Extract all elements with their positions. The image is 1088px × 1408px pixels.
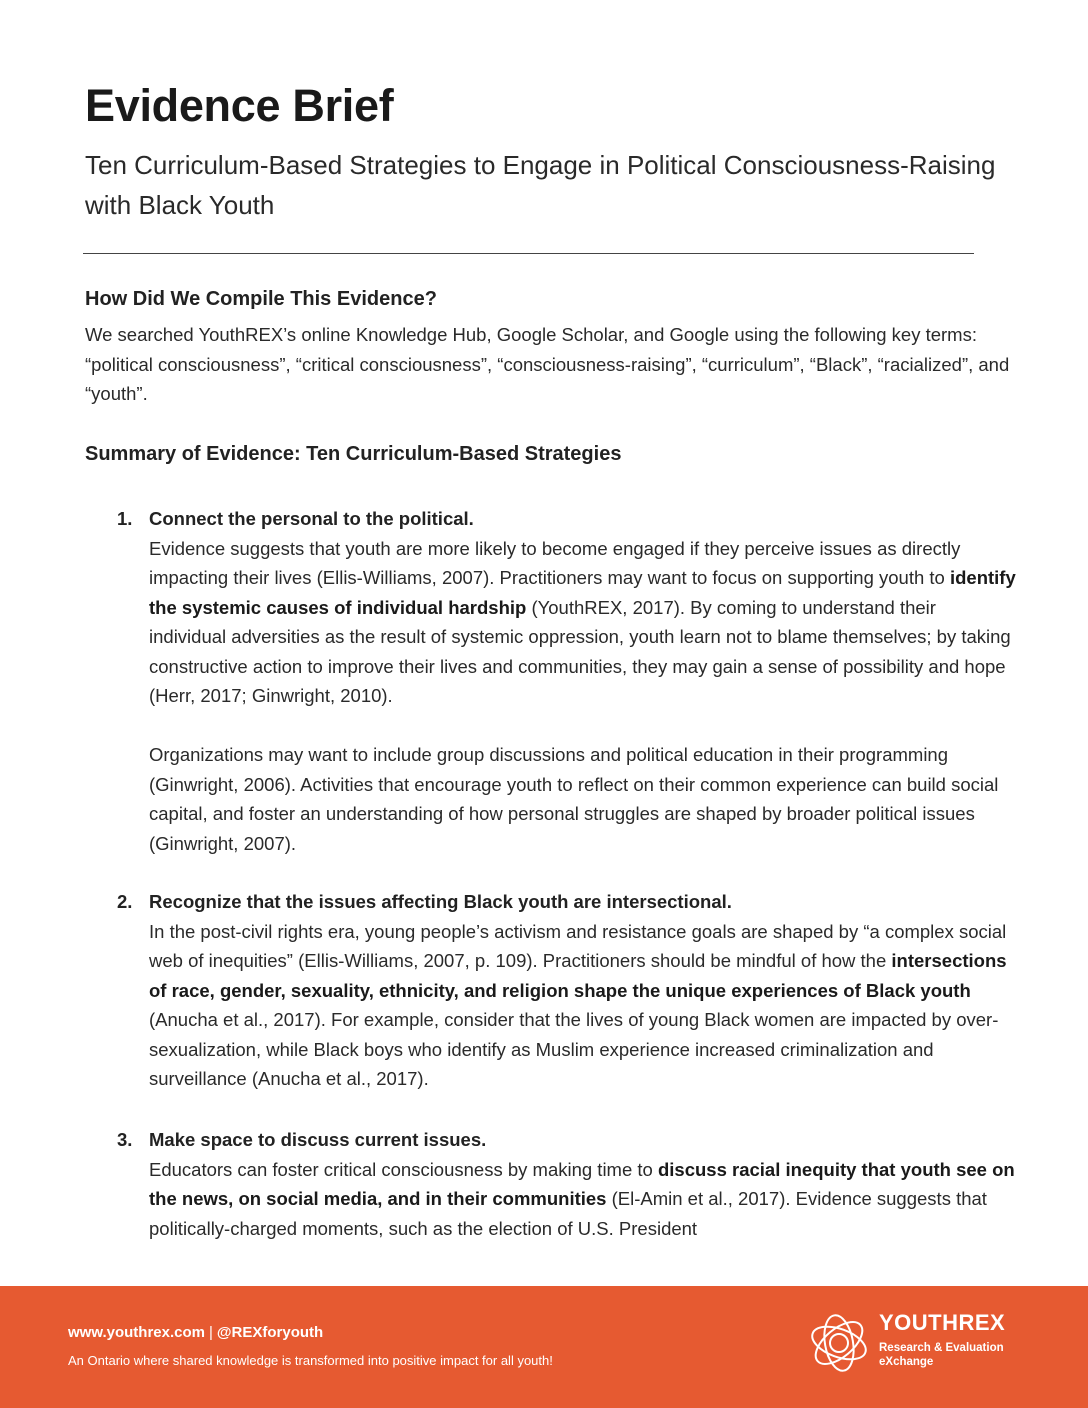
page-title: Evidence Brief	[85, 80, 394, 131]
footer-banner	[0, 1286, 1088, 1408]
emphasis-text: discuss racial inequity that youth see on the news, on social media, and in their communities	[149, 1158, 1015, 1209]
page-subtitle: Ten Curriculum-Based Strategies to Engage in Political Consciousness-Raising with Black Youth	[85, 150, 996, 220]
item-body	[149, 887, 1017, 1094]
footer-tagline: An Ontario where shared knowledge is transformed into positive impact for all youth!	[68, 1353, 553, 1368]
item-number: 1.	[117, 508, 133, 529]
item-paragraph	[149, 534, 1017, 711]
emphasis-text: identify the systemic causes of individual hardship	[149, 567, 1016, 618]
item-body	[149, 1125, 1017, 1243]
item-number: 2.	[117, 891, 133, 912]
item-paragraph: Organizations may want to include group discussions and political education in their programming (Ginwright, 2006). Activities that encourage youth to reflect on their common experience can build social capital, and foster an understanding of how personal struggles are shaped by broader political issues (Ginwright, 2007).	[149, 744, 999, 854]
compile-heading: How Did We Compile This Evidence?	[85, 288, 437, 310]
text-run: Evidence suggests that youth are more likely to become engaged if they perceive issues as directly impacting their lives (Ellis-Williams, 2007). Practitioners may want to focus on supporting youth to	[149, 537, 961, 588]
divider	[83, 253, 974, 254]
social-handle-link[interactable]: @REXforyouth	[216, 1324, 324, 1341]
compile-text: We searched YouthREX’s online Knowledge Hub, Google Scholar, and Google using the following key terms: “political consciousness”, “critical consciousness”, “consciousness-raising”, “curriculum”, “Black”, “racialized”, and “youth”.	[85, 324, 1010, 404]
item-title: Make space to discuss current issues.	[149, 1129, 487, 1150]
text-run: In the post-civil rights era, young people’s activism and resistance goals are shaped by “a complex social web of inequities” (Ellis-Williams, 2007, p. 109). Practitioners should be mindful of how the	[149, 920, 1007, 971]
item-title: Recognize that the issues affecting Black youth are intersectional.	[149, 891, 732, 912]
interlocking-circles-logo-icon	[806, 1308, 872, 1378]
logo-name: YOUTHREX	[879, 1310, 1006, 1335]
item-paragraph	[149, 917, 1017, 1094]
item-paragraph	[149, 1155, 1017, 1244]
emphasis-text: intersections of race, gender, sexuality, ethnicity, and religion shape the unique experiences of Black youth	[149, 950, 1007, 1001]
footer-links	[68, 1324, 323, 1341]
item-body	[149, 504, 1017, 858]
website-link[interactable]: www.youthrex.com	[68, 1324, 205, 1341]
text-run: (YouthREX, 2017). By coming to understand their individual adversities as the result of systemic oppression, youth learn not to blame themselves; by taking constructive action to improve their lives and communities, they may gain a sense of possibility and hope (Herr, 2017; Ginwright, 2010).	[149, 596, 1011, 706]
text-run: (El-Amin et al., 2017). Evidence suggests that politically-charged moments, such as the election of U.S. President	[149, 1188, 987, 1239]
summary-heading: Summary of Evidence: Ten Curriculum-Based Strategies	[85, 443, 622, 465]
footer-separator: |	[208, 1324, 213, 1341]
text-run: (Anucha et al., 2017). For example, consider that the lives of young Black women are impacted by over-sexualization, while Black boys who identify as Muslim experience increased criminalization and surveillance (Anucha et al., 2017).	[149, 1009, 999, 1089]
text-run: Educators can foster critical consciousness by making time to	[149, 1158, 658, 1180]
logo-subtitle: Research & Evaluation eXchange	[879, 1342, 1004, 1368]
item-title: Connect the personal to the political.	[149, 508, 474, 529]
item-number: 3.	[117, 1129, 133, 1150]
